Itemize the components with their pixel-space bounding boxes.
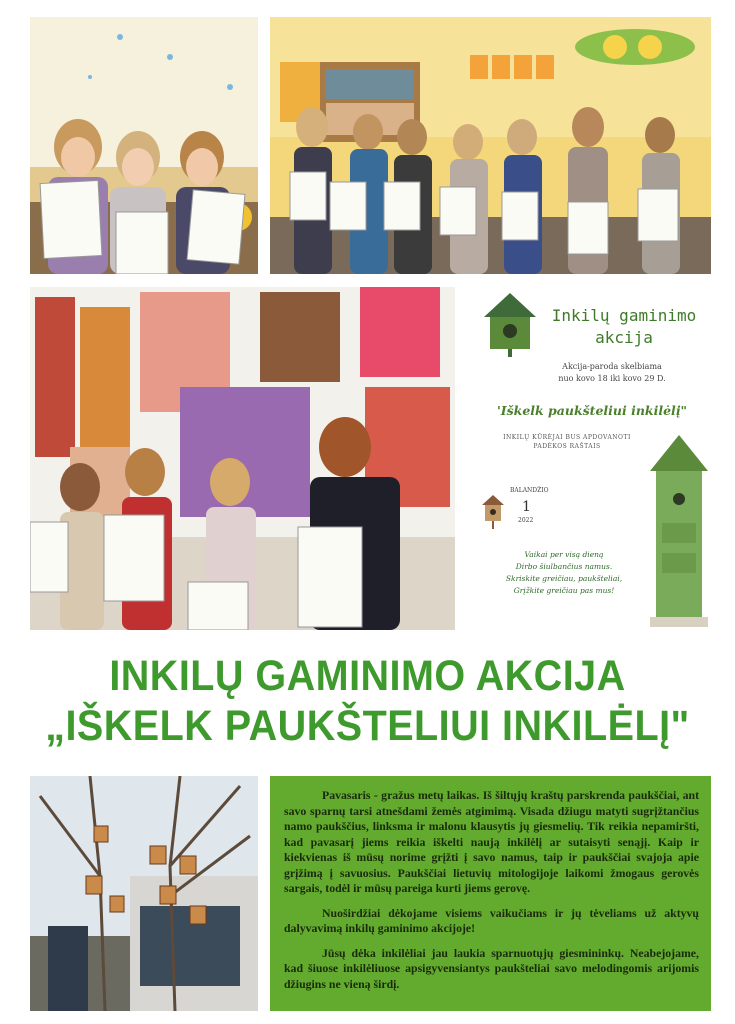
certificate [104, 515, 164, 601]
photo-children-with-drawings [30, 287, 455, 630]
birdhouse [180, 856, 196, 874]
article-paragraph: Pavasaris - gražus metų laikas. Iš šiltųjų kraštų parskrenda paukščiai, ant savo sparnų tarsi atnešdami žemės atgimimą. Visada džiugu matyti sugrįžtančius namo paukščius, linksma ir malonu klausytis jų giesmelių. Tik reikia nepamiršti, kad pavasarį jiems reikia iškelti naują inkilėlį ar sutaisyti senąjį. Kaip ir kiekvienas iš mūsų norime grįžti į savo namus, taip ir paukščiai svajoja apie grįžimą į savuosius. Paukščiai lietuvių mitologijoje laikomi žmogaus gerovės sargais, todėl ir mūsų pareiga kurti jiems gerovę. [284, 788, 699, 895]
tall-birdhouse-icon [648, 433, 710, 629]
poster-awarded-note: INKILŲ KŪRĖJAI BUS APDOVANOTI PADĖKOS RAŠTAIS [503, 434, 631, 450]
birdhouse [86, 876, 102, 894]
certificate [330, 182, 366, 230]
certificate [40, 181, 102, 259]
poster-date-day: 1 [522, 499, 531, 515]
birdhouse [110, 896, 124, 912]
birdhouse [94, 826, 108, 842]
certificate [568, 202, 608, 254]
poster-quote: 'Iškelk paukšteliui inkilėlį" [496, 403, 688, 418]
event-poster [472, 287, 712, 630]
certificate [290, 172, 326, 220]
certificate [638, 189, 678, 241]
headline-line-1: INKILŲ GAMINIMO AKCIJA [109, 652, 626, 700]
headline-line-2: „IŠKELK PAUKŠTELIUI INKILĖLĮ" [45, 702, 690, 750]
article-paragraph: Nuoširdžiai dėkojame visiems vaikučiams ir jų tėveliams už aktyvų dalyvavimą inkilų gaminimo akcijoje! [284, 905, 699, 935]
certificate [30, 522, 68, 592]
photo-group-children [270, 17, 711, 274]
poster-date-month: BALANDŽIO [510, 487, 549, 494]
certificate [116, 212, 168, 274]
certificate [187, 190, 245, 264]
article-text-box [270, 776, 711, 1011]
poster-subtitle: Akcija-paroda skelbiama nuo kovo 18 iki kovo 29 D. [558, 362, 666, 383]
certificate [440, 187, 476, 235]
certificate [502, 192, 538, 240]
birdhouse [150, 846, 166, 864]
birdhouse-icon [482, 291, 538, 357]
photo-birdhouses-on-trees [30, 776, 258, 1011]
photo-three-girls [30, 17, 258, 274]
certificate [298, 527, 362, 627]
article-paragraph: Jūsų dėka inkilėliai jau laukia sparnuotųjų giesmininkų. Neabejojame, kad šiuose inkilėliuose apsigyvensiantys paukšteliai savo melodingomis arijomis džiugins ne vieną širdį. [284, 945, 699, 991]
certificate [384, 182, 420, 230]
small-birdhouse-icon [482, 495, 504, 529]
birdhouse [190, 906, 206, 924]
poster-date-year: 2022 [518, 517, 534, 524]
poster-poem: Vaikai per visą dieną Dirbo šiulbančius namus. Skriskite greičiau, paukšteliai, Grįžkite greičiau pas mus! [505, 550, 623, 595]
poster-title: Inkilų gaminimo akcija [551, 306, 697, 347]
certificate [188, 582, 248, 630]
birdhouse [160, 886, 176, 904]
